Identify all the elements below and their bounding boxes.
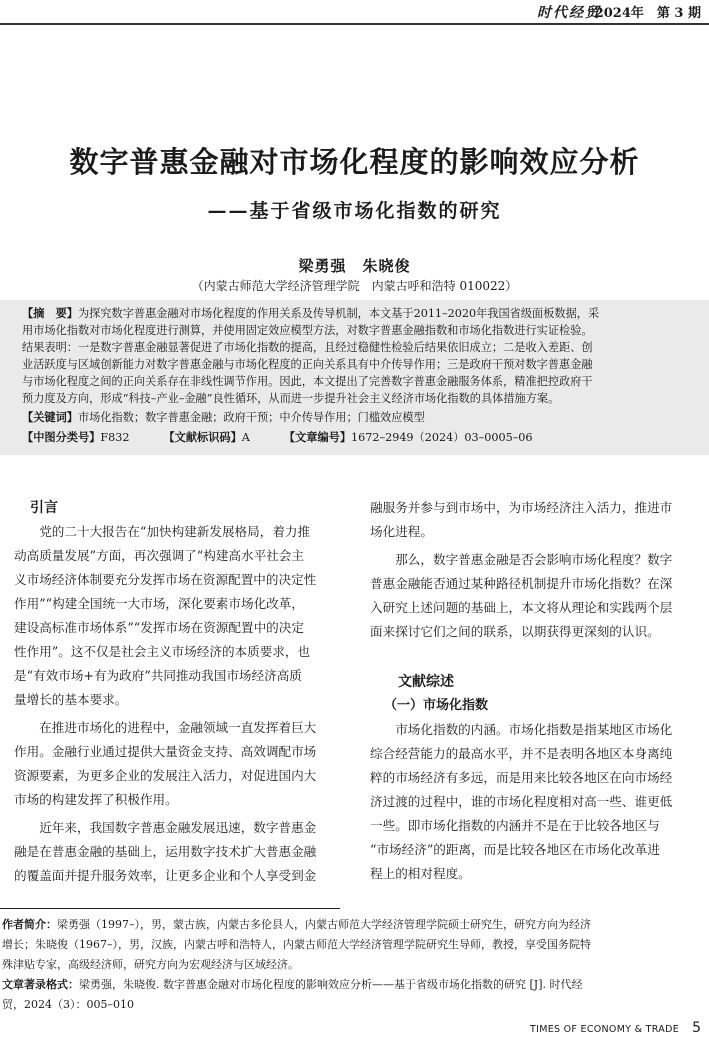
body-line: 济过渡的过程中，谁的市场化程度相对高一些、谁更低 — [370, 794, 673, 809]
body-line: 建设高标准市场体系”“发挥市场在资源配置中的决定 — [14, 620, 304, 635]
body-line: 那么，数字普惠金融是否会影响市场化程度？数字 — [370, 552, 673, 567]
body-line: 资源要素，为更多企业的发展注入活力，对促进国内大 — [14, 768, 317, 783]
classification-line — [22, 429, 533, 446]
citation-line: 贸，2024（3）：005–010 — [2, 998, 134, 1011]
body-line: 市场化指数的内涵。市场化指数是指某地区市场化 — [370, 722, 673, 737]
abstract-label: 【摘 要】 — [22, 307, 78, 320]
body-line: 融是在普惠金融的基础上，运用数字技术扩大普惠金融 — [14, 844, 317, 859]
abstract-text: 为探究数字普惠金融对市场化程度的作用关系及传导机制，本文基于2011–2020年我国省级面板数据，采 — [77, 307, 600, 320]
body-line: 一些。即市场化指数的内涵并不是在于比较各地区与 — [370, 818, 660, 833]
subsection-heading: （一）市场化指数 — [384, 698, 489, 713]
author-bio-line: 增长；朱晓俊（1967–），男，汉族，内蒙古呼和浩特人，内蒙古师范大学经济管理学院研究生导师，教授，享受国务院特 — [2, 938, 591, 951]
abstract-line: 与市场化程度之间的正向关系存在非线性调节作用。因此，本文提出了完善数字普惠金融服务体系，精准把控政府干 — [22, 375, 593, 388]
keywords-line — [22, 409, 425, 426]
author-bio-label: 作者简介： — [2, 918, 57, 931]
header-rule — [0, 23, 709, 25]
body-line: 的覆盖面并提升服务效率，让更多企业和个人享受到金 — [14, 868, 317, 883]
body-line: 入研究上述问题的基础上，本文将从理论和实践两个层 — [370, 600, 673, 615]
article-subtitle: ——基于省级市场化指数的研究 — [207, 200, 502, 222]
issue-number: 2024年 第 3 期 — [594, 6, 701, 21]
abstract-line: 用市场化指数对市场化程度进行测算，并使用固定效应模型方法，对数字普惠金融指数和市场化指数进行实证检验。 — [22, 324, 593, 337]
abstract-box — [0, 300, 709, 455]
body-line: 场化进程。 — [370, 524, 433, 539]
journal-name: 时代经贸 — [537, 5, 601, 21]
abstract-line: 业活跃度与区域创新能力对数字普惠金融与市场化程度的正向关系具有中介传导作用；三是政府干预对数字普惠金融 — [22, 358, 593, 371]
keywords-label: 【关键词】 — [22, 411, 78, 424]
body-line: 程上的相对程度。 — [370, 866, 471, 881]
body-line: 性作用”。这不仅是社会主义市场经济的本质要求，也 — [14, 644, 311, 659]
section-heading-introduction: 引言 — [30, 500, 58, 516]
abstract-line: 结果表明：一是数字普惠金融显著促进了市场化指数的提高，且经过稳健性检验后结果依旧成立；二是收入差距、创 — [22, 341, 593, 354]
body-line: 普惠金融能否通过某种路径机制提升市场化指数？在深 — [370, 576, 673, 591]
page-number: 5 — [692, 1020, 701, 1036]
section-heading-literature-review: 文献综述 — [398, 674, 454, 690]
author-names: 梁勇强 朱晓俊 — [298, 257, 411, 275]
citation-text: 梁勇强，朱晓俊. 数字普惠金融对市场化程度的影响效应分析——基于省级市场化指数的研究 [J]. 时代经 — [79, 978, 583, 991]
body-line: 粹的市场经济有多远，而是用来比较各地区在向市场经 — [370, 770, 673, 785]
body-line: 动高质量发展”方面，再次强调了“构建高水平社会主 — [14, 548, 304, 563]
author-affiliation: （内蒙古师范大学经济管理学院 内蒙古呼和浩特 010022） — [191, 279, 518, 293]
author-bio-line — [2, 915, 591, 935]
footnote-rule — [0, 908, 340, 909]
body-line: 综合经营能力的最高水平，并不是表明各地区本身离纯 — [370, 746, 673, 761]
body-line: 党的二十大报告在“加快构建新发展格局，着力推 — [14, 524, 311, 539]
publication-name-english: TIMES OF ECONOMY & TRADE — [530, 1024, 679, 1035]
body-line: “市场经济”的距离，而是比较各地区在市场化改革进 — [370, 842, 660, 857]
body-line: 在推进市场化的进程中，金融领域一直发挥着巨大 — [14, 720, 317, 735]
clc-label: 【中图分类号】 — [22, 431, 101, 444]
author-bio-text: 梁勇强（1997–），男，蒙古族，内蒙古多伦县人，内蒙古师范大学经济管理学院硕士研究生，研究方向为经济 — [57, 918, 591, 931]
doc-code-value: A — [241, 431, 250, 444]
article-number-label: 【文章编号】 — [283, 431, 352, 444]
body-line: 是“有效市场+有为政府”共同推动我国市场经济高质 — [14, 668, 302, 683]
keywords-text: 市场化指数；数字普惠金融；政府干预；中介传导作用；门槛效应模型 — [77, 411, 425, 424]
body-line: 近年来，我国数字普惠金融发展迅速，数字普惠金 — [14, 820, 317, 835]
body-line: 融服务并参与到市场中，为市场经济注入活力，推进市 — [370, 500, 673, 515]
author-bio-line: 殊津贴专家，高级经济师，研究方向为宏观经济与区域经济。 — [2, 958, 299, 971]
article-number-value: 1672–2949（2024）03–0005–06 — [351, 431, 533, 444]
body-line: 量增长的基本要求。 — [14, 692, 128, 707]
body-line: 面来探讨它们之间的联系，以期获得更深刻的认识。 — [370, 624, 660, 639]
citation-label: 文章著录格式： — [2, 978, 79, 991]
article-title: 数字普惠金融对市场化程度的影响效应分析 — [69, 145, 640, 179]
body-line: 作用”“构建全国统一大市场，深化要素市场化改革， — [14, 596, 304, 611]
abstract-line: 预力度及方向，形成“科技–产业–金融”良性循环，从而进一步提升社会主义经济市场化指数的具体措施方案。 — [22, 392, 560, 405]
citation-line — [2, 975, 582, 995]
body-line: 市场的构建发挥了积极作用。 — [14, 792, 178, 807]
left-column — [14, 496, 346, 888]
body-line: 作用。金融行业通过提供大量资金支持、高效调配市场 — [14, 744, 317, 759]
clc-value: F832 — [100, 431, 130, 444]
right-column — [370, 496, 704, 886]
abstract-line — [22, 305, 599, 322]
body-line: 义市场经济体制要充分发挥市场在资源配置中的决定性 — [14, 572, 317, 587]
doc-code-label: 【文献标识码】 — [163, 431, 242, 444]
